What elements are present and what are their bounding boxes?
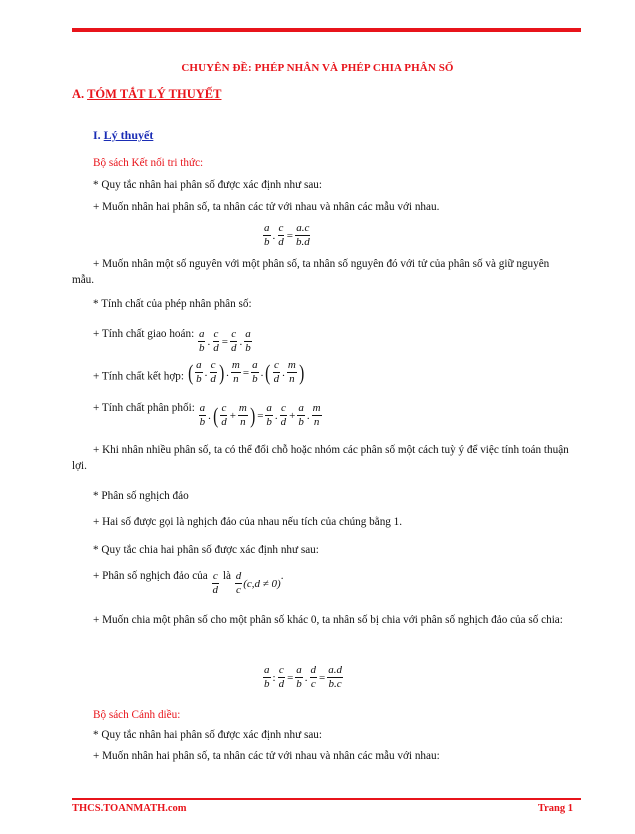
line-reciprocal-of: + Phân số nghịch đảo của $\frac{c}{d}$ là $\frac{d}{c}$ (c,d ≠ 0) .: [93, 570, 284, 596]
line-reciprocal-heading: * Phân số nghịch đảo: [93, 490, 189, 502]
book-label-canh-dieu: Bộ sách Cánh diều:: [93, 709, 181, 721]
section-i-prefix: I.: [93, 128, 104, 142]
section-a-title: TÓM TẮT LÝ THUYẾT: [87, 87, 222, 101]
formula-distributive: $\frac{a}{b}$ . ( $\frac{c}{d}$ + $\frac{m}{n}$ ) = $\frac{a}{b}$ . $\frac{c}{d}$ + $\frac{a}{b}$ . $\frac{m}{n}$: [199, 402, 321, 428]
section-i-heading: [93, 128, 153, 143]
formula-multiply: $\frac{a}{b}$ . $\frac{c}{d}$ = $\frac{a.c}{b.d}$: [264, 222, 310, 248]
line-integer-multiply: + Muốn nhân một số nguyên với một phân số, ta nhân số nguyên đó với tử của phân số và giữ nguyên mẫu.: [72, 258, 550, 286]
line-commutative: [93, 326, 253, 354]
line-reorder: + Khi nhân nhiều phân số, ta có thể đổi chỗ hoặc nhóm các phân số một cách tuỳ ý để việc tính toán thuận lợi.: [72, 444, 569, 472]
formula-associative: ( $\frac{a}{b}$ . $\frac{c}{d}$ ) . $\frac{m}{n}$ = $\frac{a}{b}$ . ( $\frac{c}{d}$ . $\frac{m}{n}$ ): [187, 359, 305, 385]
line-distributive: [93, 400, 323, 428]
footer-page-number: Trang 1: [537, 803, 573, 814]
reciprocal-label: + Phân số nghịch đảo của: [93, 570, 208, 582]
formula-divide: $\frac{a}{b}$ : $\frac{c}{d}$ = $\frac{a}{b}$ . $\frac{d}{c}$ = $\frac{a.d}{b.c}$: [264, 664, 342, 690]
line-multiply-desc: + Muốn nhân hai phân số, ta nhân các tử với nhau và nhân các mẫu với nhau.: [93, 201, 440, 213]
header-rule: [72, 28, 581, 32]
section-a-prefix: A.: [72, 87, 88, 101]
formula-reciprocal: $\frac{c}{d}$: [212, 570, 219, 596]
reciprocal-condition: (c,d ≠ 0): [243, 577, 281, 590]
line-multiply-desc-2: + Muốn nhân hai phân số, ta nhân các tử với nhau và nhân các mẫu với nhau:: [93, 750, 440, 762]
formula-reciprocal-result: $\frac{d}{c}$ (c,d ≠ 0): [235, 570, 281, 596]
book-label-ket-noi: Bộ sách Kết nối tri thức:: [93, 157, 204, 169]
line-divide-desc: + Muốn chia một phân số cho một phân số khác 0, ta nhân số bị chia với phân số nghịch đảo của số chia:: [93, 614, 563, 626]
reciprocal-is: là: [222, 570, 231, 582]
associative-label: + Tính chất kết hợp:: [93, 370, 184, 383]
line-rule-multiply: * Quy tắc nhân hai phân số được xác định như sau:: [93, 179, 322, 191]
footer-site[interactable]: THCS.TOANMATH.com: [72, 803, 187, 814]
line-rule-multiply-2: * Quy tắc nhân hai phân số được xác định như sau:: [93, 729, 322, 741]
commutative-label: + Tính chất giao hoán:: [93, 328, 195, 340]
line-properties: * Tính chất của phép nhân phân số:: [93, 298, 252, 310]
line-rule-divide: * Quy tắc chia hai phân số được xác định như sau:: [93, 544, 319, 556]
formula-commutative: $\frac{a}{b}$ . $\frac{c}{d}$ = $\frac{c}{d}$ . $\frac{a}{b}$: [198, 328, 251, 354]
section-i-title: Lý thuyết: [103, 128, 154, 142]
line-associative: [93, 360, 305, 385]
footer-rule: [72, 798, 581, 800]
distributive-label: + Tính chất phân phối:: [93, 402, 195, 414]
section-a-heading: [72, 87, 221, 102]
line-reciprocal-def: + Hai số được gọi là nghịch đảo của nhau nếu tích của chúng bằng 1.: [93, 516, 403, 528]
page-title: CHUYÊN ĐỀ: PHÉP NHÂN VÀ PHÉP CHIA PHÂN SỐ: [181, 62, 454, 74]
